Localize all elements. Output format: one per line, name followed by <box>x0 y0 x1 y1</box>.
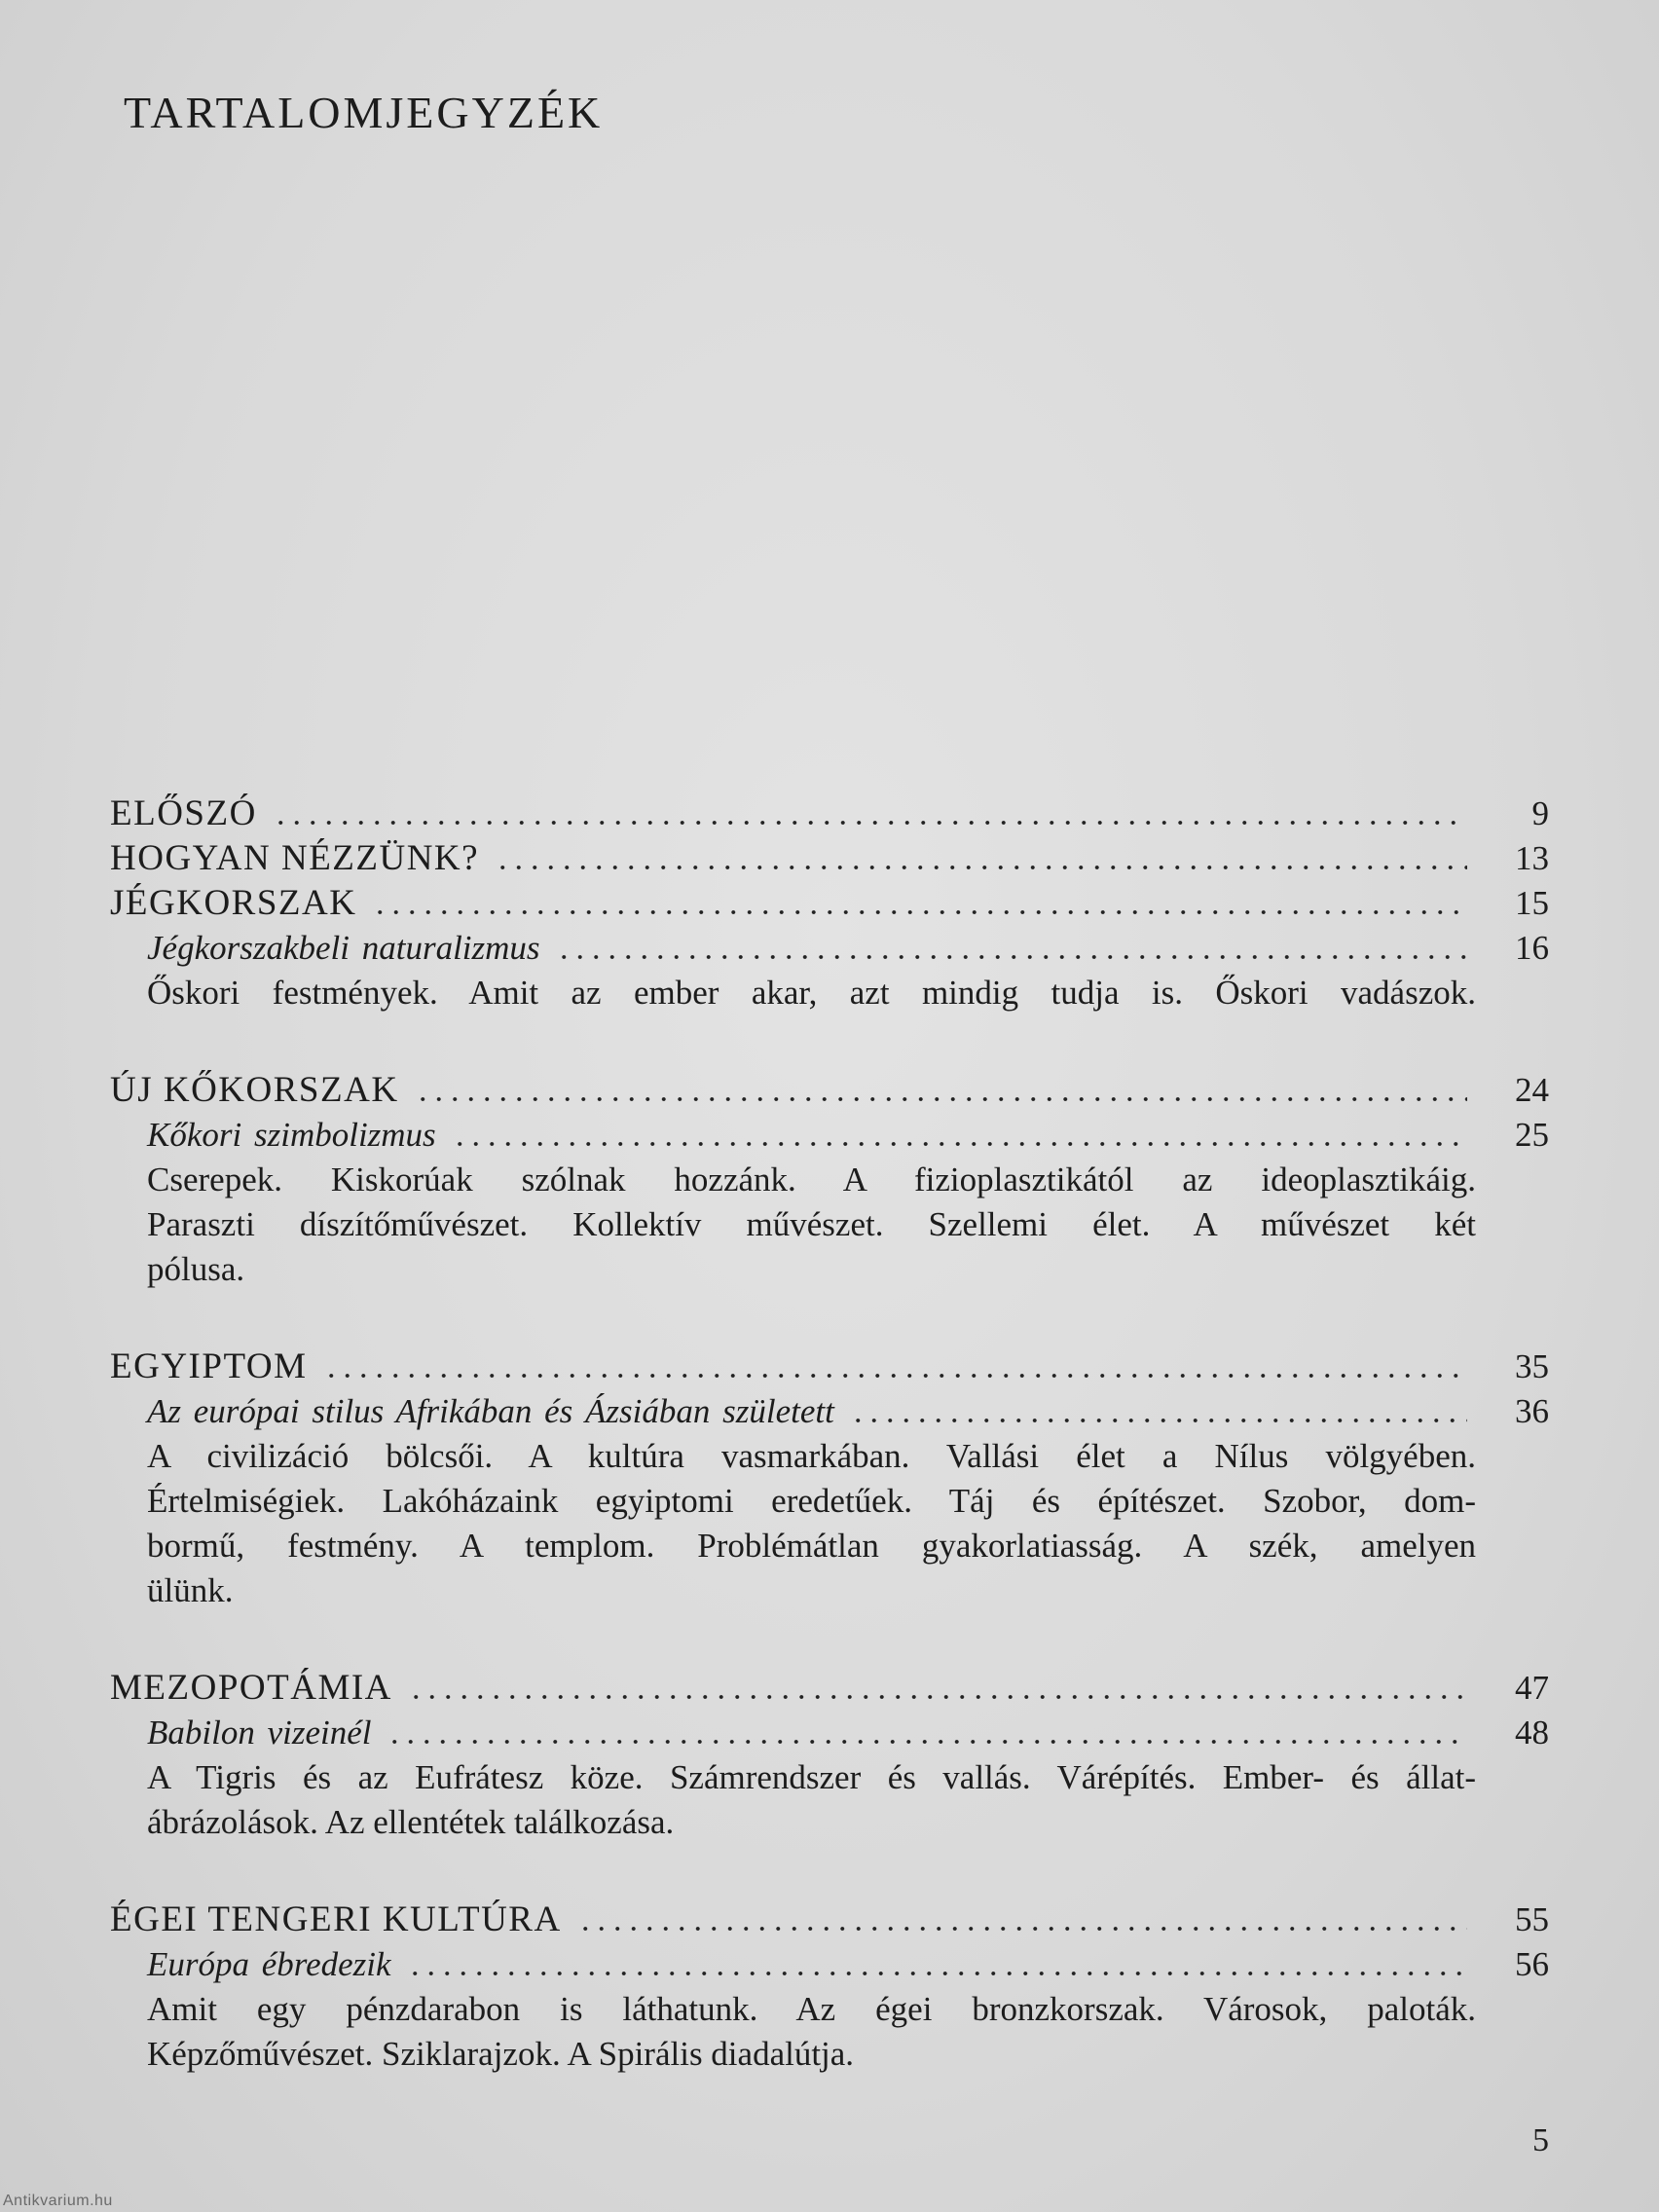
subtitle-entry-label: Jégkorszakbeli naturalizmus <box>147 929 540 967</box>
page-reference: 25 <box>1515 1116 1549 1154</box>
summary-line: Értelmiségiek. Lakóházaink egyiptomi eredetűek. Táj és építészet. Szobor, dom- <box>147 1482 1476 1520</box>
dot-leader <box>452 1113 1467 1158</box>
chapter-entry <box>110 1898 1549 1942</box>
page-number: 5 <box>1532 2122 1549 2158</box>
subtitle-entry-label: Az európai stilus Afrikában és Ázsiában született <box>147 1392 834 1430</box>
dot-leader <box>577 1898 1467 1942</box>
subtitle-entry <box>110 1942 1549 1987</box>
section-summary <box>110 1434 1476 1613</box>
page-reference: 16 <box>1515 929 1549 967</box>
page-reference: 56 <box>1515 1945 1549 1983</box>
summary-line: ülünk. <box>147 1571 234 1609</box>
summary-line: Őskori festmények. Amit az ember akar, azt mindig tudja is. Őskori vadászok. <box>147 974 1476 1012</box>
dot-leader <box>323 1345 1468 1389</box>
chapter-entry <box>110 792 1549 836</box>
subtitle-entry-label: Európa ébredezik <box>147 1945 391 1983</box>
summary-line: Cserepek. Kiskorúak szólnak hozzánk. A fizioplasztikától az ideoplasztikáig. <box>147 1161 1476 1198</box>
toc-section <box>110 1666 1549 1845</box>
chapter-entry-label: ÚJ KŐKORSZAK <box>110 1070 399 1110</box>
dot-leader <box>415 1068 1467 1113</box>
section-summary <box>110 1987 1476 2077</box>
subtitle-entry <box>110 1711 1549 1755</box>
chapter-entry <box>110 1068 1549 1113</box>
summary-line: Amit egy pénzdarabon is láthatunk. Az égei bronzkorszak. Városok, paloták. <box>147 1990 1476 2028</box>
page-reference: 9 <box>1531 794 1549 832</box>
dot-leader <box>387 1711 1467 1755</box>
toc-section <box>110 1345 1549 1613</box>
section-summary <box>110 1158 1476 1292</box>
toc-section <box>110 1898 1549 2077</box>
page-title: TARTALOMJEGYZÉK <box>124 88 604 137</box>
toc-section <box>110 792 1549 1015</box>
page-reference: 13 <box>1515 839 1549 877</box>
chapter-entry-label: HOGYAN NÉZZÜNK? <box>110 838 480 878</box>
dot-leader <box>495 836 1467 881</box>
dot-leader <box>408 1666 1467 1711</box>
page-reference: 55 <box>1515 1900 1549 1938</box>
page-reference: 36 <box>1515 1392 1549 1430</box>
page-reference: 47 <box>1515 1669 1549 1707</box>
section-summary <box>110 1755 1476 1845</box>
table-of-contents <box>110 792 1549 2077</box>
subtitle-entry-label: Babilon vizeinél <box>147 1714 372 1751</box>
chapter-entry <box>110 836 1549 881</box>
toc-section <box>110 1068 1549 1292</box>
chapter-entry <box>110 1345 1549 1389</box>
chapter-entry-label: EGYIPTOM <box>110 1346 308 1386</box>
page-reference: 48 <box>1515 1714 1549 1751</box>
page-reference: 15 <box>1515 884 1549 922</box>
chapter-entry <box>110 881 1549 926</box>
dot-leader <box>407 1942 1467 1987</box>
chapter-entry-label: ELŐSZÓ <box>110 793 257 833</box>
page-reference: 35 <box>1515 1347 1549 1385</box>
dot-leader <box>372 881 1467 926</box>
summary-line: pólusa. <box>147 1250 245 1288</box>
watermark: Antikvarium.hu <box>3 2193 113 2209</box>
chapter-entry-label: MEZOPOTÁMIA <box>110 1668 392 1708</box>
summary-line: ábrázolások. Az ellentétek találkozása. <box>147 1803 675 1841</box>
subtitle-entry-label: Kőkori szimbolizmus <box>147 1116 436 1154</box>
dot-leader <box>273 792 1467 836</box>
page-reference: 24 <box>1515 1071 1549 1109</box>
subtitle-entry <box>110 926 1549 971</box>
chapter-entry-label: ÉGEI TENGERI KULTÚRA <box>110 1899 562 1939</box>
dot-leader <box>850 1389 1467 1434</box>
chapter-entry-label: JÉGKORSZAK <box>110 883 357 923</box>
dot-leader <box>556 926 1467 971</box>
section-summary <box>110 971 1476 1015</box>
summary-line: bormű, festmény. A templom. Problémátlan gyakorlatiasság. A szék, amelyen <box>147 1527 1476 1565</box>
summary-line: Paraszti díszítőművészet. Kollektív művészet. Szellemi élet. A művészet két <box>147 1205 1476 1243</box>
subtitle-entry <box>110 1113 1549 1158</box>
subtitle-entry <box>110 1389 1549 1434</box>
summary-line: A Tigris és az Eufrátesz köze. Számrendszer és vallás. Várépítés. Ember- és állat- <box>147 1758 1476 1796</box>
summary-line: A civilizáció bölcsői. A kultúra vasmarkában. Vallási élet a Nílus völgyében. <box>147 1437 1476 1475</box>
summary-line: Képzőművészet. Sziklarajzok. A Spirális diadalútja. <box>147 2035 855 2073</box>
chapter-entry <box>110 1666 1549 1711</box>
